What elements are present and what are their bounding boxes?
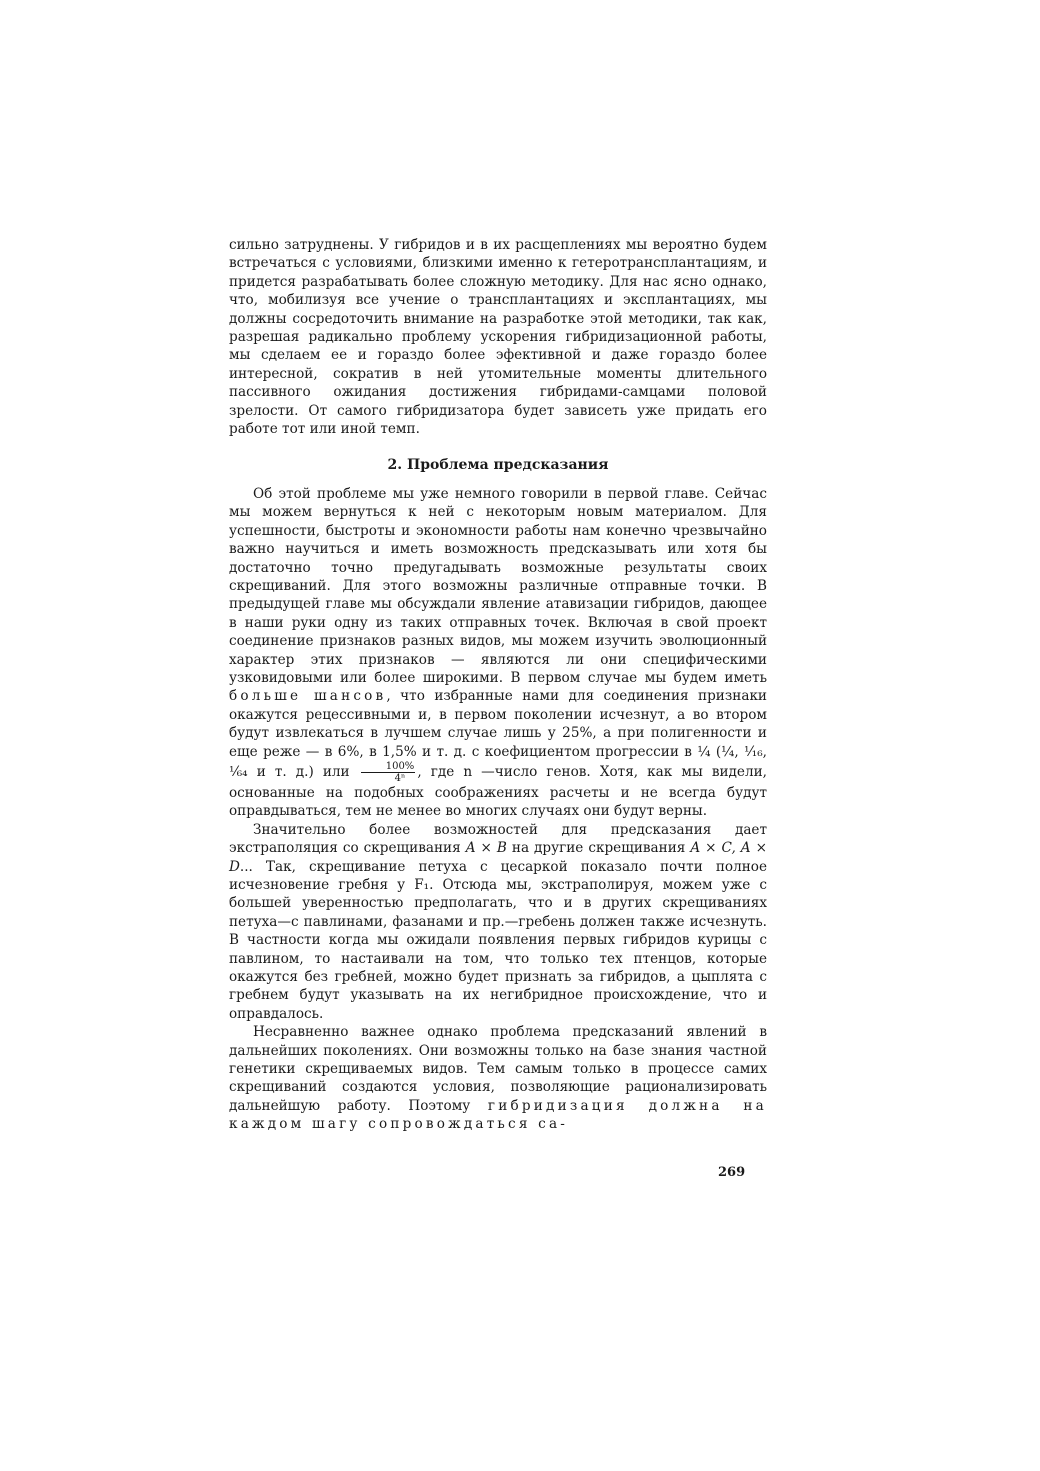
text-run: , где n —число генов. Хотя, как мы видели, основанные на подобных соображениях расчеты и не всегда будут оправдываться, тем не менее во многих случаях они будут верны.: [229, 763, 767, 820]
text-run: ... Так, скрещивание петуха с цесаркой показало почти полное исчезновение гребня у F₁. Отсюда мы, экстраполируя, можем уже с большей уверенностью предполагать, что и в других скрещиваниях петуха—с павлинами, фазанами и пр.—гребень должен также исчезнуть. В частности когда мы ожидали появления первых гибридов курицы с павлином, то настаивали на том, что только тех птенцов, которые окажутся без гребней, можно будет признать за гибридов, а цыплята с гребнем будут указывать на их негибридное происхождение, что и оправдалось.: [229, 858, 767, 1022]
paragraph-future-generations: [229, 1023, 767, 1133]
paragraph-continued: сильно затруднены. У гибридов и в их расщеплениях мы вероятно будем встречаться с условиями, близкими именно к гетеротрансплантациям, и придется разрабатывать более сложную методику. Для нас ясно однако, что, мобилизуя все учение о трансплантациях и эксплантациях, мы должны сосредоточить внимание на разработке этой методики, так как, разрешая радикально проблему ускорения гибридизационной работы, мы сделаем ее и гораздо более эфективной и даже гораздо более интересной, сократив в ней утомительные моменты длительного пассивного ожидания достижения гибридами-самцами половой зрелости. От самого гибридизатора будет зависеть уже придать его работе тот или иной темп.: [229, 237, 767, 438]
spaced-emphasis: больше шансов: [229, 688, 387, 705]
fraction-denominator: 4ⁿ: [394, 772, 406, 784]
page-body: [229, 236, 767, 1134]
page-number: 269: [718, 1165, 746, 1180]
fraction-numerator: 100%: [361, 761, 416, 773]
text-run: Значительно более возможностей для предсказания дает экстраполяция со скрещивания: [229, 821, 767, 857]
paragraph-extrapolation: [229, 821, 767, 1023]
spaced-emphasis: гибридизация должна на каждом шагу сопровождаться са-: [229, 1097, 767, 1133]
text-run: Несравненно важнее однако проблема предсказаний явлений в дальнейших поколениях. Они возможны только на базе знания частной генетики скрещиваемых видов. Тем самым только в процессе самих скрещиваний создаются условия, позволяющие рационализировать дальнейшую работу. Поэтому: [229, 1024, 767, 1114]
paragraph-prediction-intro: [229, 485, 767, 821]
fraction: [361, 761, 416, 784]
formula: A × C, A × D: [229, 840, 768, 875]
text-run: Об этой проблеме мы уже немного говорили в первой главе. Сейчас мы можем вернуться к ней с некоторым новым материалом. Для успешности, быстроты и экономности работы нам конечно чрезвычайно важно научиться и иметь возможность предсказывать или хотя бы достаточно точно предугадывать возможные результаты своих скрещиваний. Для этого возможны различные отправные точки. В предыдущей главе мы обсуждали явление атавизации гибридов, дающее в наши руки одну из таких отправных точек. Включая в свой проект соединение признаков разных видов, мы можем изучить эволюционный характер этих признаков — являются ли они специфическими узковидовыми или более широкими. В первом случае мы будем иметь: [229, 485, 767, 686]
section-heading: 2. Проблема предсказания: [387, 457, 609, 474]
text-run: на другие скрещивания: [506, 840, 691, 857]
text-run: , что избранные нами для соединения признаки окажутся рецессивными и, в первом поколении исчезнут, а во втором будут извлекаться в лучшем случае лишь у 25%, а при полигенности и еще реже — в 6%, в 1,5% и т. д. с коефициентом прогрессии в ¼ (¼, ¹⁄₁₆, ¹⁄₆₄ и т. д.) или: [229, 688, 767, 780]
formula: A × B: [465, 840, 507, 857]
